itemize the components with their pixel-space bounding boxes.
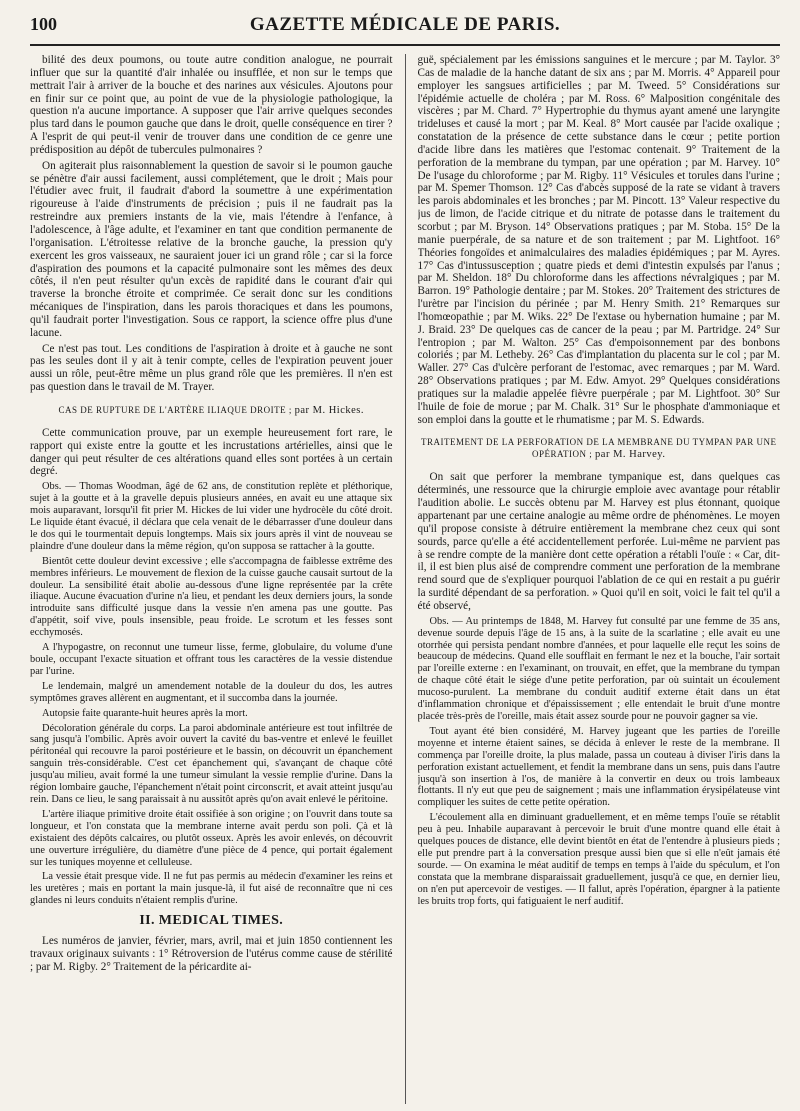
page-header <box>30 14 780 46</box>
left-column <box>30 54 393 1104</box>
page-number: 100 <box>30 14 57 34</box>
paragraph: bilité des deux poumons, ou toute autre condition analogue, ne pourrait influer que sur la quantité d'air inhalée ou insufflée, et non sur le temps que mettrait l'air à arriver de la bouche et des narines aux vésicules. Ajoutons pour en finir sur ce point que, au point de vue de la physiologie pathologique, la question n'a aucune importance. A supposer que l'air arrive quelques secondes plus tard dans le poumon gauche que dans le droit, quelle conséquence en tirer ? A l'esprit de qui peut-il venir de trouver dans une condition de ce genre une prédisposition au dépôt de tubercules pulmonaires ? <box>30 54 393 156</box>
paragraph: Les numéros de janvier, février, mars, avril, mai et juin 1850 contiennent les travaux originaux suivants : 1° Rétroversion de l'utérus comme cause de stérilité ; par M. Rigby. 2° Traitement de la péricardite ai- <box>30 935 393 973</box>
observation-paragraph: La vessie était presque vide. Il ne fut pas permis au médecin d'examiner les reins et les uretères ; mais en portant la main jusque-là, il fut aisé de reconnaître que ni ces glandes ni leurs conduits n'étaient remplis d'urine. <box>30 871 393 907</box>
columns <box>30 54 780 1104</box>
section-heading-traitement: TRAITEMENT DE LA PERFORATION DE LA MEMBRANE DU TYMPAN PAR UNE OPÉRATION ; par M. Harvey. <box>420 437 777 461</box>
paragraph: On agiterait plus raisonnablement la question de savoir si le poumon gauche se pénètre d'air aussi facilement, aussi complétement, que le droit ; Mais pour l'étudier avec fruit, il faudrait d'abord la soumettre à une expérimentation rigoureuse à l'aide d'instruments de précision ; puis il ne faudrait pas la restreindre aux premiers instants de la vie, mais l'étendre à l'enfance, à l'adolescence, à l'âge adulte, et l'examiner en tant que condition permanente de l'organisation. L'étroitesse relative de la bronche gauche, la pression qu'y exercent les gros vaisseaux, ne sauraient jouer ici un grand rôle ; car si la force d'aspiration des poumons et la capacité pulmonaire sont les mêmes des deux côtés, il n'en peut résulter qu'un excès de rapidité dans le courant d'air qui traverse la bronche étroite et comprimée. Ce serait donc sur les conditions mécaniques de l'inspiration, dans les parois thoraciques et dans les poumons, qu'il faudrait porter l'investigation. Sous ce rapport, la science offre plus d'une lacune. <box>30 159 393 339</box>
paragraph: guë, spécialement par les émissions sanguines et le mercure ; par M. Taylor. 3° Cas de maladie de la hanche datant de six ans ; par M. Morris. 4° Appareil pour employer les sangsues artificielles ; par M. Tweed. 5° Considérations sur l'épidémie actuelle de choléra ; par M. Ross. 6° Malposition congénitale des viscères ; par M. Chard. 7° Hypertrophie du thymus ayant amené une laryngite trideluses et causé la mort ; par M. Keal. 8° Mort causée par l'acide oxalique ; constatation de la présence de cette substance dans le cœur ; petite portion d'acide libre dans les matières que l'estomac contenait. 9° Traitement de la perforation de la membrane du tympan, par une opération ; par M. Harvey. 10° De l'usage du chloroforme ; par M. Rigby. 11° Vésicules et torules dans l'urine ; par M. Spemer Thomson. 12° Cas d'abcès supposé de la rate se vidant à travers les parois abdominales et les bronches ; par M. Pincott. 13° Valeur respective du jus de limon, de l'acide citrique et du nitrate de potasse dans le traitement du scorbut ; par M. Bryson. 14° Observations pratiques ; par M. Stoba. 15° De la manie puerpérale, de sa nature et de son traitement ; par M. Lightfoot. 16° Théories fongoïdes et animalculaires des maladies épidémiques ; par M. Ayres. 17° Cas d'intussusception ; quatre pieds et demi d'intestin expulsés par l'anus ; par M. Sheldon. 18° Du chloroforme dans les affections névralgiques ; par M. Barron. 19° Pathologie dentaire ; par M. Stokes. 20° Traitement des strictures de l'urètre par l'incision du périnée ; par M. Henry Smith. 21° Remarques sur l'homœopathie ; par M. Wiks. 22° De l'extase ou hybernation humaine ; par M. J. Braid. 23° De quelques cas de cancer de la peau ; par M. Partridge. 24° Sur l'entropion ; par M. Walton. 25° Cas d'empoisonnement par des bonbons coloriés ; par M. Letheby. 26° Cas d'implantation du placenta sur le col ; par M. Waller. 27° Cas d'ulcère perforant de l'estomac, avec remarques ; par M. Ward. 28° Observations pratiques ; par M. Edw. Amyot. 29° Quelques considérations pratiques sur la maladie appelée fièvre puerpérale ; par M. Lightfoot. 30° Sur l'huile de foie de morue ; par M. Chalk. 31° Sur le phosphate d'ammoniaque et son emploi dans la goutte et le rhumatisme ; par M. S. Edwards. <box>417 54 780 426</box>
heading-author: par M. Hickes. <box>294 404 364 416</box>
observation-paragraph: Le lendemain, malgré un amendement notable de la douleur du dos, les autres symptômes graves allèrent en augmentant, et il succomba dans la journée. <box>30 680 393 704</box>
right-column <box>418 54 781 1104</box>
column-divider <box>405 54 406 1104</box>
journal-title: GAZETTE MÉDICALE DE PARIS. <box>249 14 561 35</box>
observation-paragraph: Obs. — Thomas Woodman, âgé de 62 ans, de constitution replète et pléthorique, sujet à la goutte et à la gravelle depuis plusieurs années, en avait eu une attaque six mois auparavant, lorsqu'il fit prier M. Hickes de lui vider une hydrocèle du côté droit. Le liquide étant évacué, il déclara que cela venait de le débarrasser d'une douleur dans le dos qui le tourmentait depuis longtemps. Mais six jours après il vint de nouveau se plaindre d'une douleur dans la même région, qu'on supposa se rattacher à la goutte. <box>30 481 393 552</box>
section-heading-rupture: CAS DE RUPTURE DE L'ARTÈRE ILIAQUE DROITE ; par M. Hickes. <box>58 404 364 416</box>
paragraph: On sait que perforer la membrane tympanique est, dans quelques cas déterminés, une ressource que la chirurgie emploie avec avantage pour rétablir l'audition abolie. Le succès obtenu par M. Harvey est plus étonnant, quoique appartenant par une certaine analogie au même ordre de phénomènes. Le moyen qu'il propose consiste à détruire entièrement la membrane chez ceux qui sont sourds, parce qu'elle a été accidentellement perforée. Lui-même ne parvient pas à se rendre compte de la manière dont cette opération a rétabli l'ouïe : « Car, dit-il, il est bien plus aisé de comprendre comment une perforation de la membrane rend sourd que de s'expliquer pourquoi l'ablation de ce qui en restait a pu guérir la surdité dépendant de sa perforation. » Quoi qu'il en soit, voici le fait tel qu'il a été observé, <box>417 471 780 612</box>
paragraph: Ce n'est pas tout. Les conditions de l'aspiration à droite et à gauche ne sont pas les seules dont il y ait à tenir compte, celles de l'expiration peuvent jouer aussi un rôle, peut-être même un plus grand rôle que les premières. Il n'en est pas question dans le travail de M. Trayer. <box>30 342 393 394</box>
section-heading-medical-times: II. MEDICAL TIMES. <box>139 913 284 929</box>
observation-paragraph: Tout ayant été bien considéré, M. Harvey jugeant que les parties de l'oreille moyenne et interne étaient saines, se décida à enlever le reste de la membrane. Il commença par l'oreille droite, la plus malade, passa un couteau à diviser l'iris dans la perforation existant actuellement, et fendit la membrane dans un sens, puis dans l'autre jusqu'à son insertion à l'os, de manière à la convertir en deux ou trois lambeaux flottants. Il n'y eut que peu de saignement ; mais une inflammation érysipélateuse vint compliquer les suites de cette petite opération. <box>417 725 780 809</box>
observation-paragraph: Bientôt cette douleur devint excessive ; elle s'accompagna de faiblesse extrême des membres inférieurs. Le mouvement de flexion de la cuisse gauche causait surtout de la douleur. La sensibilité était abolie au-dessous d'une ligne représentée par la crête iliaque. Aucune évacuation d'urine n'a lieu, et pendant les deux derniers jours, la sonde introduite sans difficulté jusque dans la vessie n'en amena pas une goutte. Pas d'appétit, soif vive, pouls insensible, peau froide. Le scrotum et les fesses sont ecchymosés. <box>30 555 393 639</box>
observation-paragraph: Obs. — Au printemps de 1848, M. Harvey fut consulté par une femme de 35 ans, devenue sourde depuis l'âge de 15 ans, à la suite de la scarlatine ; elle avait eu une otorrhée qui persista pendant nombre d'années, et pour laquelle elle reçut les soins de beaucoup de médecins. Quand elle soufflait en fermant le nez et la bouche, l'air sortait par l'oreille externe : en l'examinant, on trouvait, en effet, que la membrane du tympan de chaque côté était le siége d'une petite perforation, par où suintait un écoulement mucoso-purulent. La membrane du conduit auditif externe était dans un état d'inflammation chronique et d'épaississement ; elle entendait le bruit d'une montre placée très-près de l'oreille, mais était assez sourde pour ne pouvoir gagner sa vie. <box>417 615 780 722</box>
observation-paragraph: L'artère iliaque primitive droite était ossifiée à son origine ; on l'ouvrit dans toute sa longueur, et l'on constata que la membrane interne avait perdu son poli. Çà et là existaient des dépôts calcaires, ou plutôt osseux. Après les avoir enlevés, on découvrit une ouverture irrégulière, du diamètre d'une pièce de 4 pence, qui portait également sur les tuniques moyenne et celluleuse. <box>30 808 393 868</box>
paragraph: Cette communication prouve, par un exemple heureusement fort rare, le rapport qui existe entre la goutte et les incrustations artérielles, ainsi que le danger qui peut résulter de ces altérations quand elles sont portées à un certain degré. <box>30 426 393 478</box>
observation-paragraph: A l'hypogastre, on reconnut une tumeur lisse, ferme, globulaire, du volume d'une boule, occupant l'exacte situation et offrant tous les caractères de la vessie distendue par l'urine. <box>30 642 393 677</box>
observation-paragraph: L'écoulement alla en diminuant graduellement, et en même temps l'ouïe se rétablit peu à peu. Inhabile auparavant à percevoir le bruit d'une montre quand elle était à quelques pouces de distance, elle devint bientôt en état de l'entendre à plusieurs pieds ; elle put prendre part à la conversation presque aussi bien que si elle n'eût jamais été sourde. — On examina le méat auditif de temps en temps à l'aide du spéculum, et l'on constata que la membrane disparaissait graduellement, jusqu'à ce que, en dernier lieu, on n'en put apercevoir de vestiges. — Il fallut, après l'opération, épargner à la patiente les bruits trop forts, qui fatiguaient le nerf auditif. <box>417 812 780 907</box>
observation-paragraph: Décoloration générale du corps. La paroi abdominale antérieure est tout infiltrée de sang jusqu'à l'ombilic. Après avoir ouvert la cavité du bas-ventre et enlevé le feuillet péritonéal qui recouvre la paroi postérieure et le bassin, on découvrit un épanchement sanguin très-considérable. C'est cet épanchement qui, s'avançant de chaque côté jusqu'au milieu, avait formé la une tumeur simulant la vessie remplie d'urine. Dans la région lombaire gauche, l'épanchement n'était point circonscrit, et avait atteint jusqu'au rein. Dans ce lieu, le sang paraissait à nu aussitôt après qu'on avait enlevé le péritoine. <box>30 722 393 805</box>
observation-paragraph: Autopsie faite quarante-huit heures après la mort. <box>42 707 248 719</box>
heading-author: par M. Harvey. <box>595 449 666 461</box>
